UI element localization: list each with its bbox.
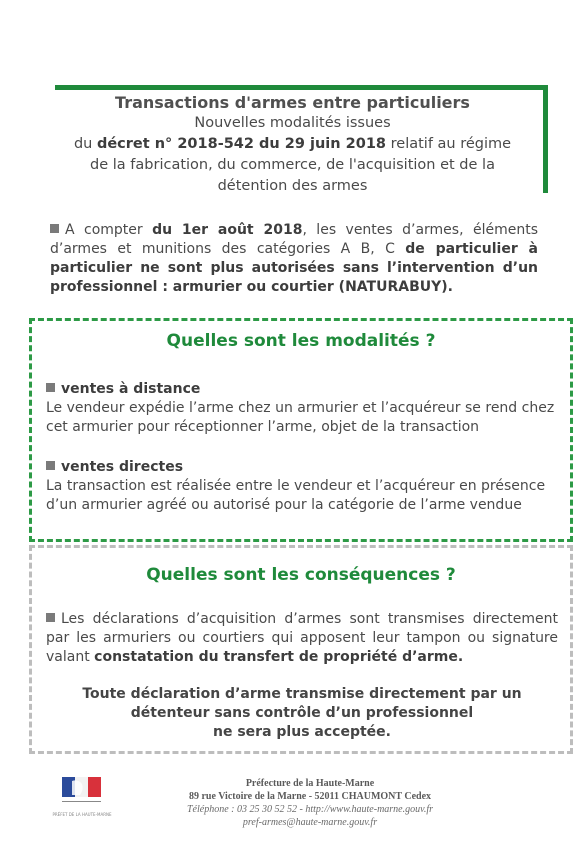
warning-line2: détenteur sans contrôle d’un professionnel xyxy=(130,705,474,721)
header-line3-pre: du xyxy=(73,136,97,152)
page-title: Transactions d'armes entre particuliers xyxy=(115,93,470,112)
intro-date: du 1er août 2018 xyxy=(152,222,303,238)
header-line3-post: relatif au régime xyxy=(386,136,512,152)
directes-title: ventes directes xyxy=(61,459,184,475)
consequences-text: Les déclarations d’acquisition d’armes sont transmises directement par les armuriers ou courtiers qui apposent leur tampon ou signature valant xyxy=(46,611,558,665)
bullet-square-icon xyxy=(46,461,55,470)
footer-email[interactable]: pref-armes@haute-marne.gouv.fr xyxy=(242,817,378,828)
header xyxy=(40,92,545,197)
footer-org: Préfecture de la Haute-Marne xyxy=(245,778,375,789)
consequences-box xyxy=(29,545,573,754)
bullet-square-icon xyxy=(46,613,55,622)
footer-address: 89 rue Victoire de la Marne - 52011 CHAUMONT Cedex xyxy=(188,791,432,802)
warning-text xyxy=(46,685,558,742)
header-line5: détention des armes xyxy=(217,178,368,194)
distance-text: Le vendeur expédie l’arme chez un armurier et l’acquéreur se rend chez cet armurier pour réceptionner l’arme, objet de la transaction xyxy=(46,400,555,435)
header-frame-top xyxy=(55,85,548,90)
directes-text: La transaction est réalisée entre le vendeur et l’acquéreur en présence d’un armurier agréé ou autorisé pour la catégorie de l’arme vendue xyxy=(46,478,546,513)
distance-section xyxy=(46,380,558,437)
header-line2: Nouvelles modalités issues xyxy=(194,115,391,131)
consequences-heading: Quelles sont les conséquences ? xyxy=(146,565,456,585)
intro-paragraph xyxy=(50,221,538,297)
header-line4: de la fabrication, du commerce, de l'acquisition et de la xyxy=(90,157,495,173)
intro-bold-rule: de particulier à particulier ne sont plus autorisées sans l’intervention d’un professionnel : armurier ou courtier (NATURABUY). xyxy=(50,241,538,295)
modalites-box xyxy=(29,318,573,542)
modalites-heading: Quelles sont les modalités ? xyxy=(166,331,436,351)
footer xyxy=(150,777,470,829)
distance-title: ventes à distance xyxy=(61,381,201,397)
consequences-bold: constatation du transfert de propriété d’arme. xyxy=(94,649,464,665)
logo-text: PRÉFET DE LA HAUTE-MARNE xyxy=(52,812,112,817)
bullet-square-icon xyxy=(50,224,59,233)
warning-line3: ne sera plus acceptée. xyxy=(213,724,391,740)
intro-text-1: A compter xyxy=(65,222,153,238)
consequences-paragraph xyxy=(46,610,558,667)
decree-reference: décret n° 2018-542 du 29 juin 2018 xyxy=(96,136,387,152)
directes-section xyxy=(46,458,558,515)
warning-line1: Toute déclaration d’arme transmise directement par un xyxy=(82,686,522,702)
bullet-square-icon xyxy=(46,383,55,392)
intro-text-2: , les ventes d’armes, éléments d’armes et munitions des catégories A B, C xyxy=(50,222,538,257)
footer-phone[interactable]: Téléphone : 03 25 30 52 52 - http://www.haute-marne.gouv.fr xyxy=(187,804,433,815)
